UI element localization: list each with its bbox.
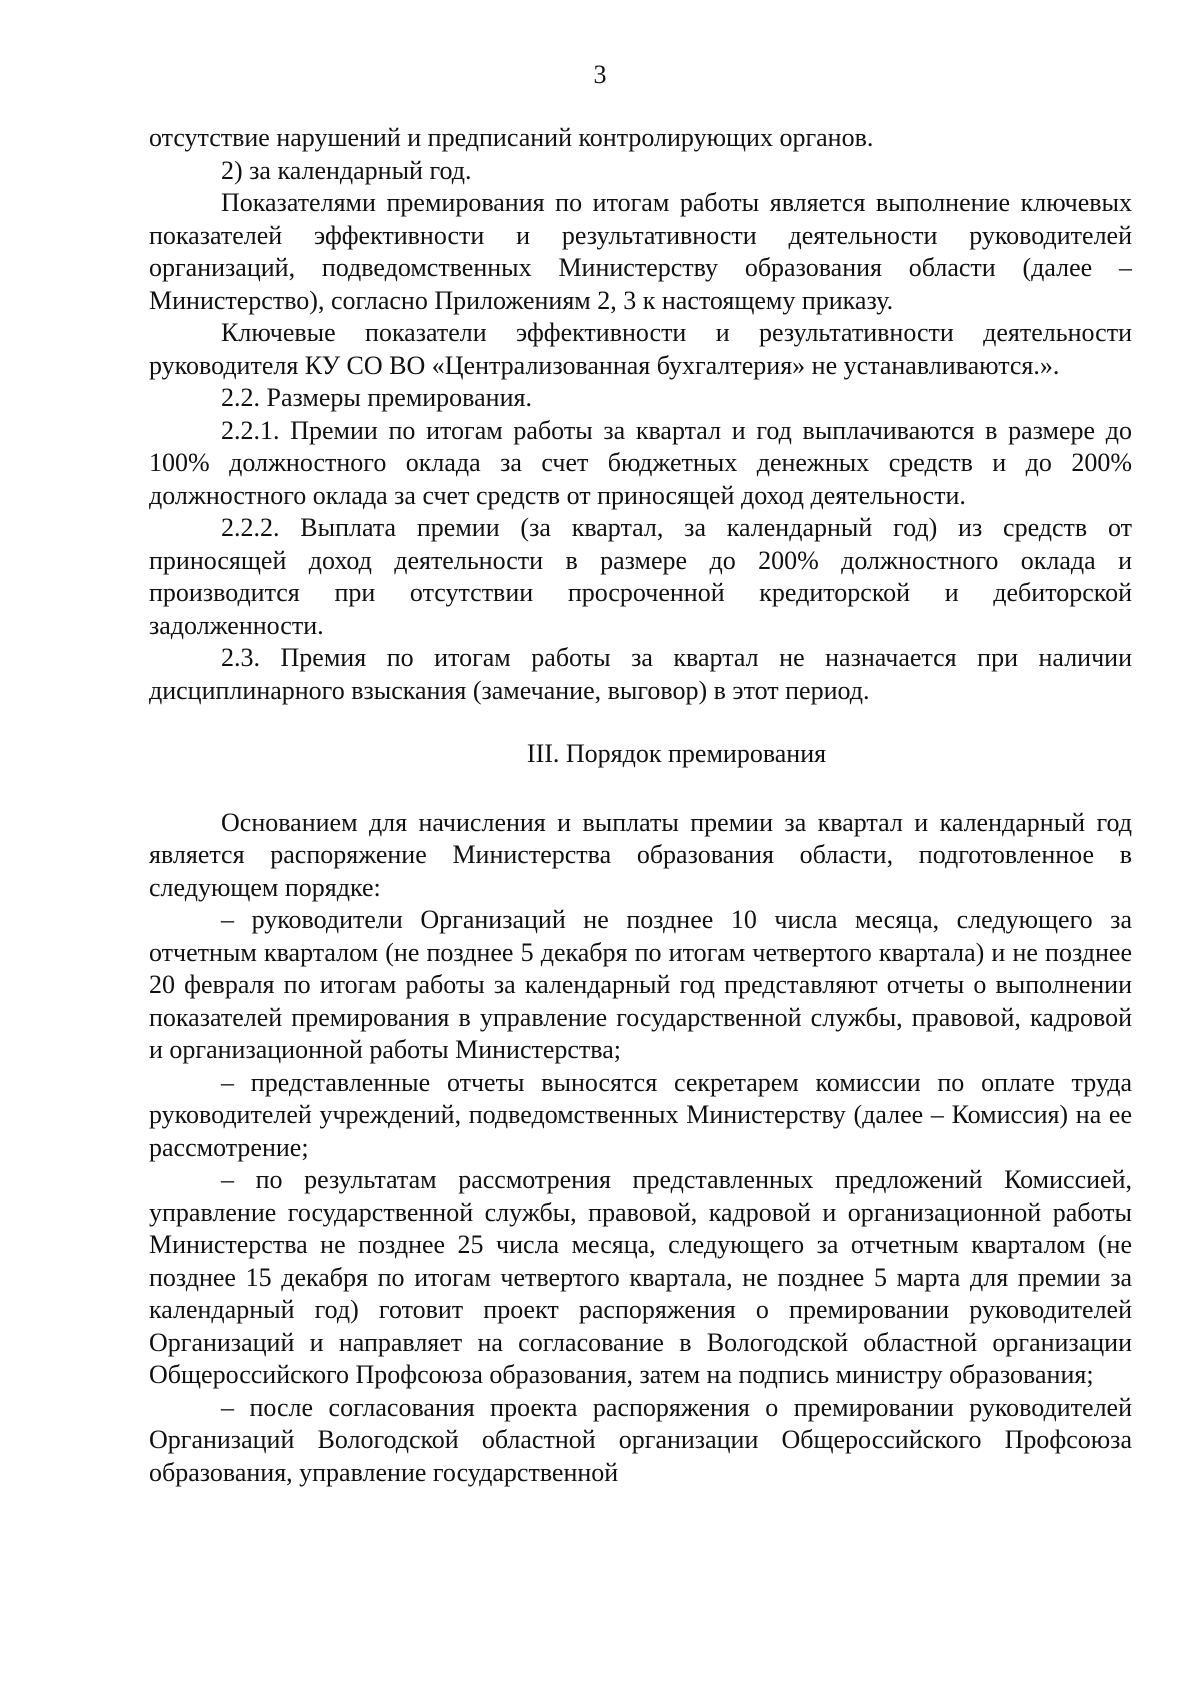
paragraph-13: – после согласования проекта распоряжения о премировании руководителей Организаций Вологодской областной организации Общероссийского Профсоюза образования, управление государственной <box>149 1392 1132 1487</box>
section-heading: III. Порядок премирования <box>526 739 827 768</box>
paragraph-2: 2) за календарный год. <box>221 155 472 185</box>
paragraph-5: 2.2. Размеры премирования. <box>221 383 532 412</box>
spacer <box>149 771 1132 807</box>
paragraph-7: 2.2.2. Выплата премии (за квартал, за календарный год) из средств от приносящей доход деятельности в размере до 200% должностного оклада и производится при отсутствии просроченной кредиторской и дебиторской задолженности. <box>149 513 1132 640</box>
page-number: 3 <box>593 60 607 89</box>
paragraph-1: отсутствие нарушений и предписаний контролирующих органов. <box>149 123 874 152</box>
paragraph-8: 2.3. Премия по итогам работы за квартал не назначается при наличии дисциплинарного взыскания (замечание, выговор) в этот период. <box>149 643 1132 705</box>
document-body <box>149 122 1132 1489</box>
paragraph-9: Основанием для начисления и выплаты премии за квартал и календарный год является распоряжение Министерства образования области, подготовленное в следующем порядке: <box>149 807 1132 902</box>
paragraph-6: 2.2.1. Премии по итогам работы за квартал и год выплачиваются в размере до 100% должностного оклада за счет бюджетных денежных средств и до 200% должностного оклада за счет средств от приносящей доход деятельности. <box>149 415 1132 510</box>
paragraph-4: Ключевые показатели эффективности и результативности деятельности руководителя КУ СО ВО «Централизованная бухгалтерия» не устанавливаются.». <box>149 318 1132 380</box>
paragraph-10: – руководители Организаций не позднее 10 числа месяца, следующего за отчетным кварталом (не позднее 5 декабря по итогам четвертого квартала) и не позднее 20 февраля по итогам работы за календарный год представляют отчеты о выполнении показателей премирования в управление государственной службы, правовой, кадровой и организационной работы Министерства; <box>149 905 1132 1064</box>
paragraph-11: – представленные отчеты выносятся секретарем комиссии по оплате труда руководителей учреждений, подведомственных Министерству (далее – Комиссия) на ее рассмотрение; <box>149 1067 1132 1162</box>
spacer <box>149 707 1132 738</box>
paragraph-3: Показателями премирования по итогам работы является выполнение ключевых показателей эффективности и результативности деятельности руководителей организаций, подведомственных Министерству образования области (далее – Министерство), согласно Приложениям 2, 3 к настоящему приказу. <box>149 188 1132 315</box>
paragraph-12: – по результатам рассмотрения представленных предложений Комиссией, управление государственной службы, правовой, кадровой и организационной работы Министерства не позднее 25 числа месяца, следующего за отчетным кварталом (не позднее 15 декабря по итогам четвертого квартала, не позднее 5 марта для премии за календарный год) готовит проект распоряжения о премировании руководителей Организаций и направляет на согласование в Вологодской областной организации Общероссийского Профсоюза образования, затем на подпись министру образования; <box>149 1165 1132 1389</box>
